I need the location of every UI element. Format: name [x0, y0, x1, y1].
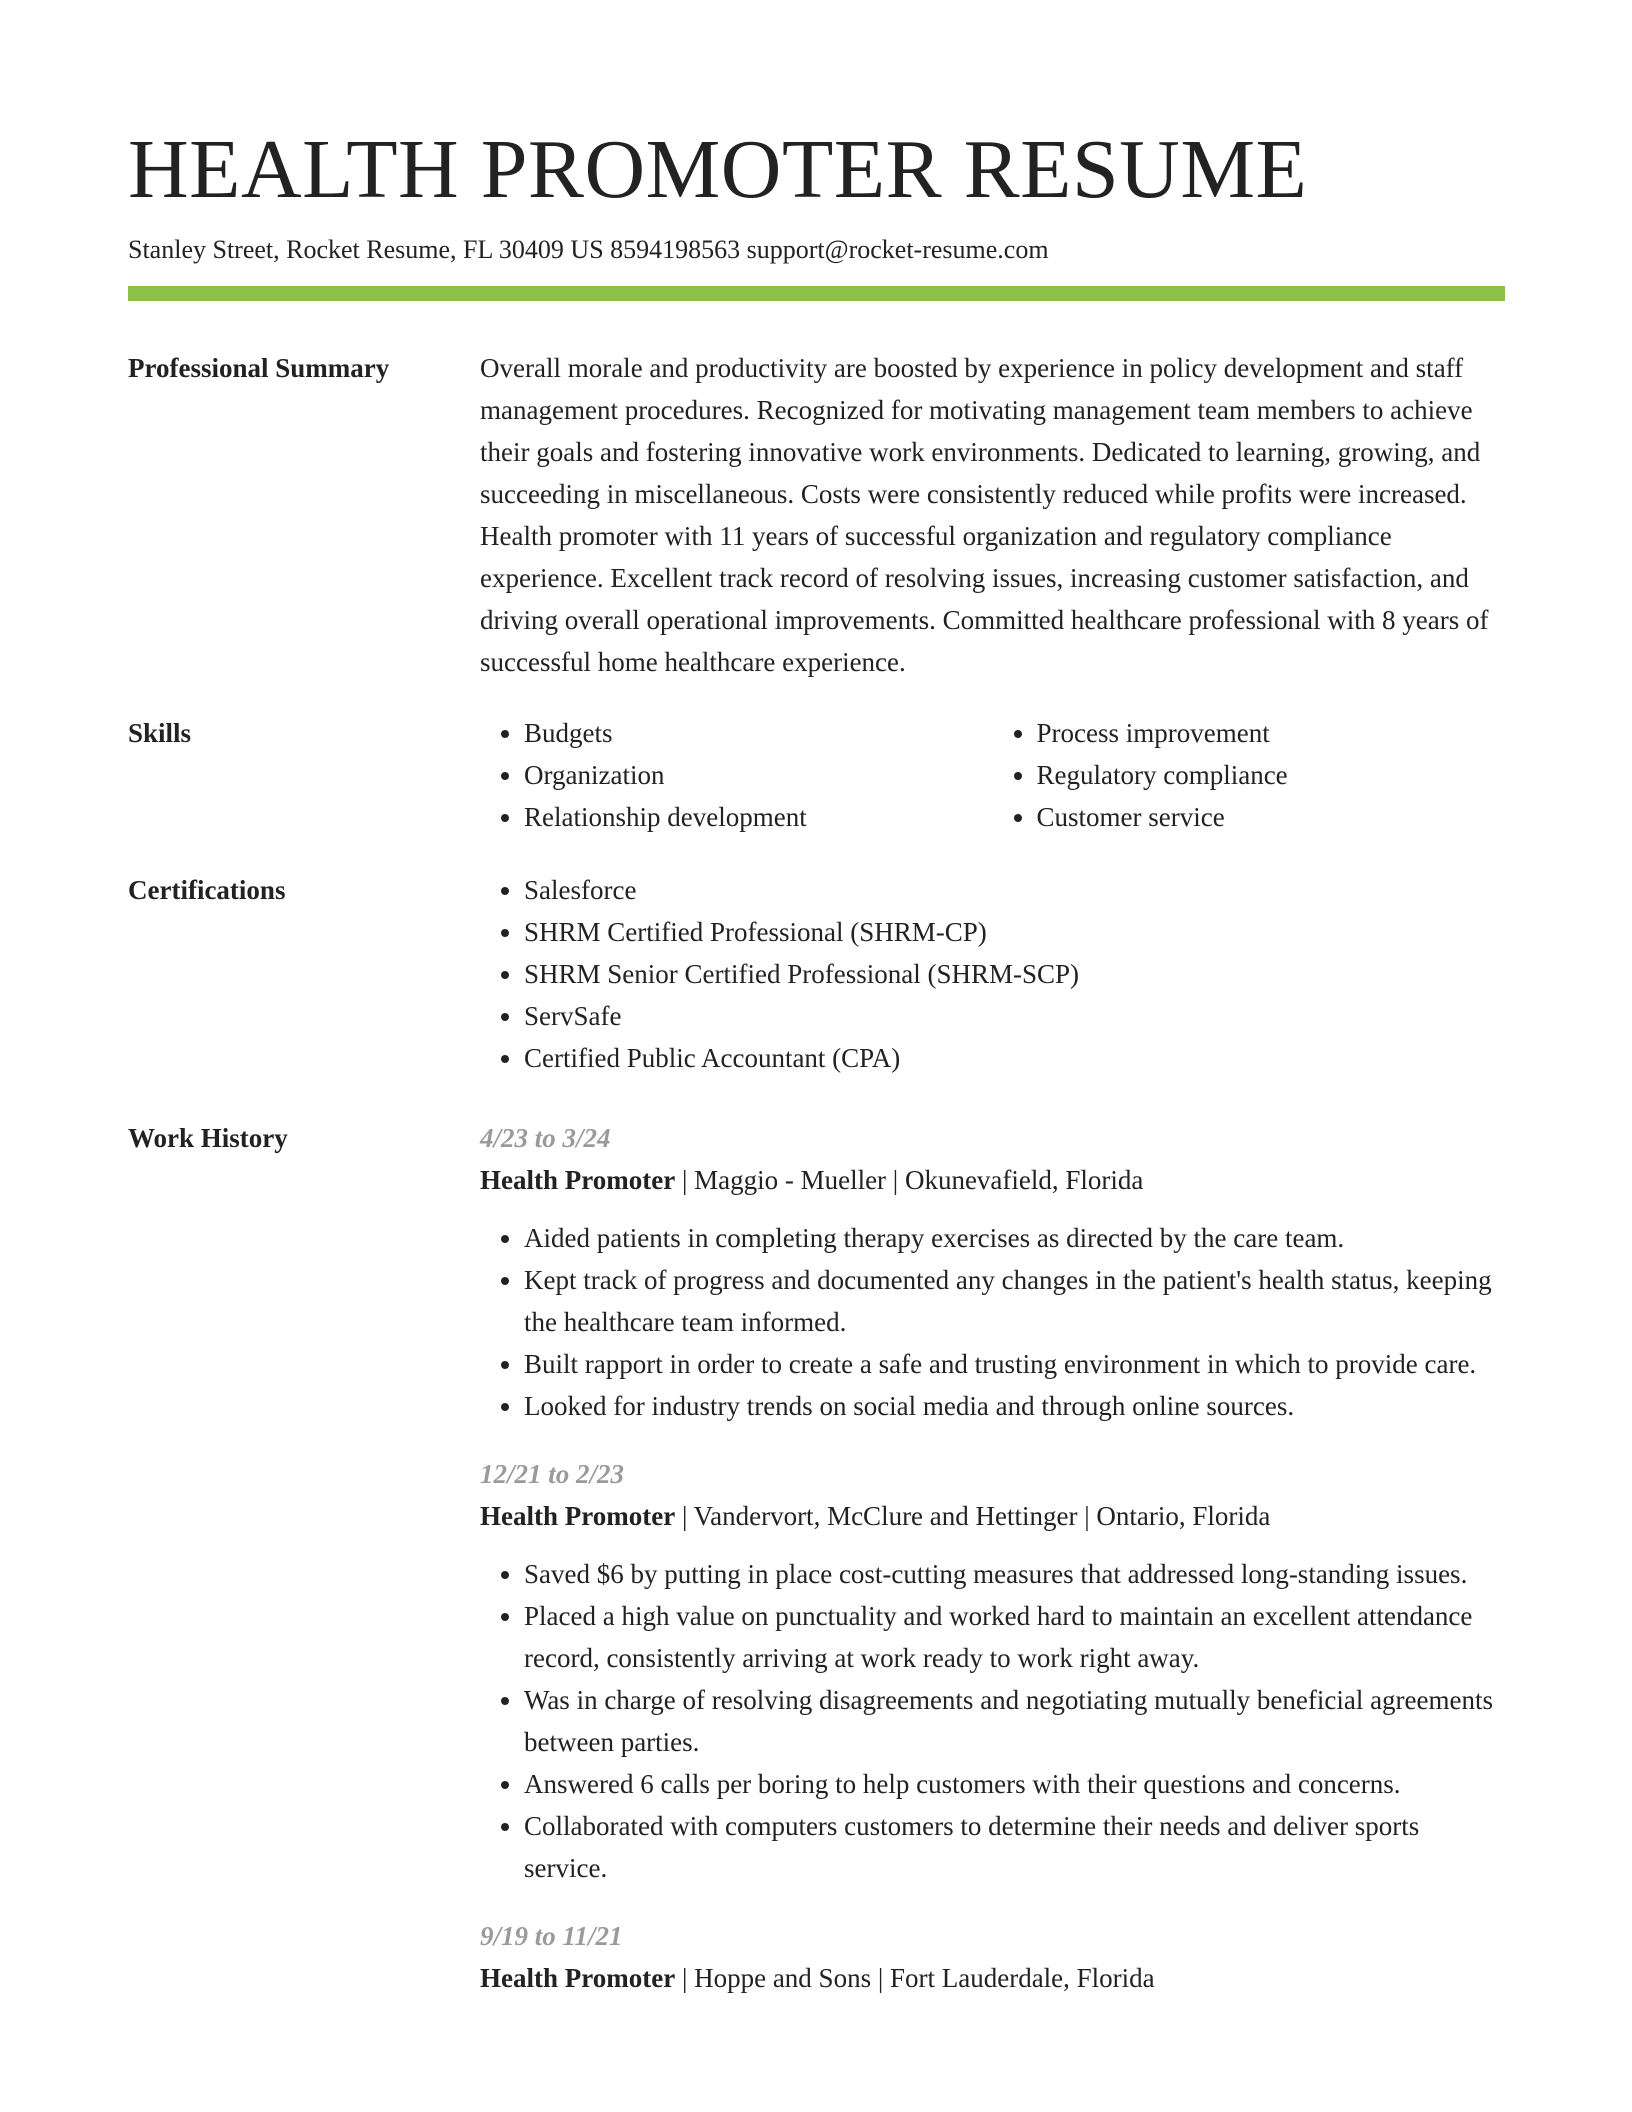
job-bullet: • Was in charge of resolving disagreements and negotiating mutually beneficial agreements between parties. [524, 1679, 1505, 1763]
skills-list-right [993, 712, 1506, 838]
skill-item: • Regulatory compliance [1037, 754, 1506, 796]
job-bullets [480, 1217, 1505, 1427]
job-title-line [480, 1495, 1505, 1537]
skill-item: • Relationship development [524, 796, 993, 838]
job-details: | Maggio - Mueller | Okunevafield, Florida [675, 1165, 1144, 1195]
summary-body [480, 347, 1505, 683]
job-role: Health Promoter [480, 1501, 676, 1531]
skill-item: • Budgets [524, 712, 993, 754]
skills-body [480, 712, 1505, 838]
certification-item: • ServSafe [524, 995, 1505, 1037]
skills-heading: Skills [128, 718, 192, 748]
summary-text: Overall morale and productivity are boosted by experience in policy development and staff management procedures. Recognized for motivating management team members to achieve their goals and fostering innovative work environments. Dedicated to learning, growing, and succeeding in miscellaneous. Costs were consistently reduced while profits were increased. Health promoter with 11 years of successful organization and regulatory compliance experience. Excellent track record of resolving issues, increasing customer satisfaction, and driving overall operational improvements. Committed healthcare professional with 8 years of successful home healthcare experience. [480, 353, 1489, 677]
job-bullet: • Built rapport in order to create a safe and trusting environment in which to provide care. [524, 1343, 1505, 1385]
resume-title: HEALTH PROMOTER RESUME [128, 123, 1308, 216]
job-bullet: • Placed a high value on punctuality and worked hard to maintain an excellent attendance record, consistently arriving at work ready to work right away. [524, 1595, 1505, 1679]
certification-item: • SHRM Certified Professional (SHRM-CP) [524, 911, 1505, 953]
contact-line: Stanley Street, Rocket Resume, FL 30409 US 8594198563 support@rocket-resume.com [128, 235, 1049, 264]
job-dates: 12/21 to 2/23 [480, 1459, 625, 1489]
job-dates: 4/23 to 3/24 [480, 1123, 611, 1153]
job-bullet: • Collaborated with computers customers to determine their needs and deliver sports service. [524, 1805, 1505, 1889]
job-dates: 9/19 to 11/21 [480, 1921, 623, 1951]
work-history-heading: Work History [128, 1123, 288, 1153]
certification-item: • Certified Public Accountant (CPA) [524, 1037, 1505, 1079]
certifications-list [480, 869, 1505, 1079]
skill-item: • Organization [524, 754, 993, 796]
skill-item: • Process improvement [1037, 712, 1506, 754]
job-details: | Vandervort, McClure and Hettinger | Ontario, Florida [675, 1501, 1271, 1531]
certifications-heading: Certifications [128, 875, 286, 905]
job-bullet: • Kept track of progress and documented any changes in the patient's health status, keeping the healthcare team informed. [524, 1259, 1505, 1343]
skills-list-left [480, 712, 993, 838]
accent-divider [128, 286, 1505, 301]
skill-item: • Customer service [1037, 796, 1506, 838]
job-entry [480, 1453, 1505, 1889]
job-entry [480, 1915, 1505, 1999]
job-bullet: • Looked for industry trends on social media and through online sources. [524, 1385, 1505, 1427]
work-history-body [480, 1117, 1505, 2025]
job-title-line [480, 1957, 1505, 1999]
job-bullet: • Saved $6 by putting in place cost-cutting measures that addressed long-standing issues. [524, 1553, 1505, 1595]
job-role: Health Promoter [480, 1165, 676, 1195]
job-title-line [480, 1159, 1505, 1201]
job-bullet: • Answered 6 calls per boring to help customers with their questions and concerns. [524, 1763, 1505, 1805]
job-bullet: • Aided patients in completing therapy exercises as directed by the care team. [524, 1217, 1505, 1259]
certification-item: • Salesforce [524, 869, 1505, 911]
certifications-body [480, 869, 1505, 1079]
job-details: | Hoppe and Sons | Fort Lauderdale, Florida [675, 1963, 1155, 1993]
job-role: Health Promoter [480, 1963, 676, 1993]
certification-item: • SHRM Senior Certified Professional (SHRM-SCP) [524, 953, 1505, 995]
job-entry [480, 1117, 1505, 1427]
job-bullets [480, 1553, 1505, 1889]
summary-heading: Professional Summary [128, 353, 390, 383]
